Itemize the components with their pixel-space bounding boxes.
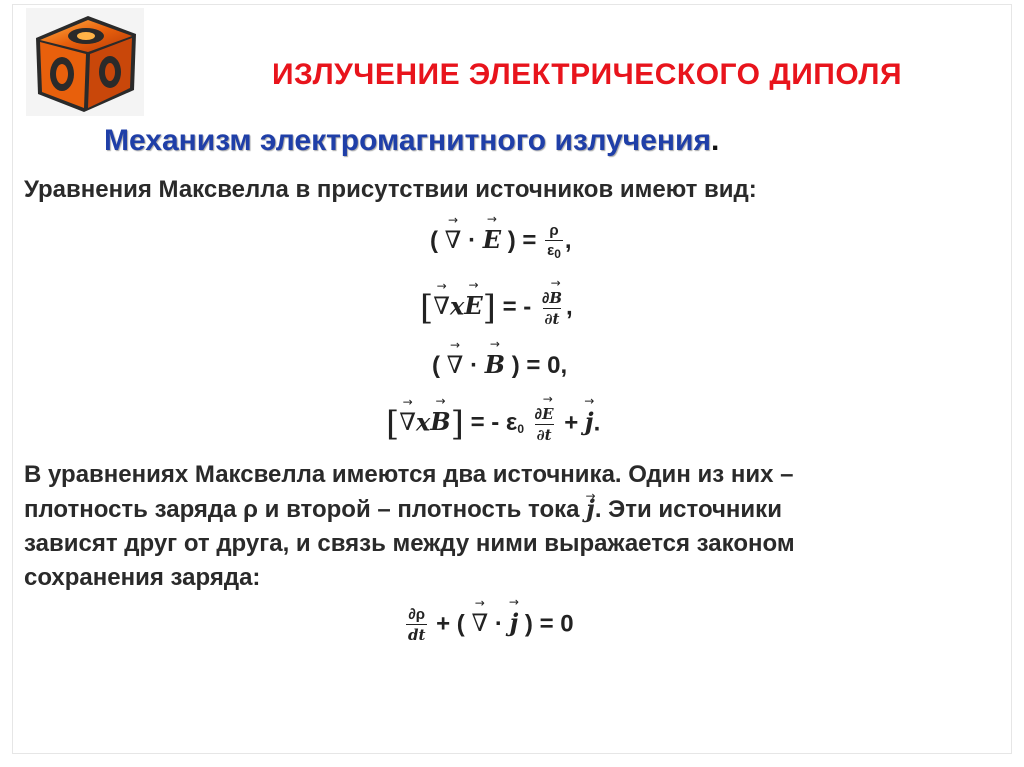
- electric-field-symbol: → E: [483, 225, 501, 254]
- paren-open: (: [432, 352, 440, 379]
- partial-symbol: ∂: [534, 405, 543, 423]
- nabla-symbol: → ∇: [445, 226, 462, 254]
- plus-paren-open: + (: [436, 610, 465, 638]
- equals-sign: =: [522, 226, 537, 254]
- partial-symbol: ∂: [541, 289, 550, 307]
- slide-subtitle: [104, 124, 719, 158]
- magnetic-field-symbol: → B: [430, 407, 450, 436]
- bracket-close: ]: [482, 288, 496, 328]
- fraction-numerator: [533, 405, 556, 424]
- bracket-open: [: [386, 404, 400, 444]
- dE-dt-fraction: [533, 405, 556, 444]
- current-density-symbol: → j: [585, 407, 594, 436]
- fraction-numerator: ∂ρ: [408, 606, 426, 623]
- dot-operator: ·: [470, 352, 479, 379]
- equals-minus-text: = - ε: [470, 409, 518, 437]
- paragraph-line: зависят друг от друга, и связь между ними выражается законом: [24, 530, 795, 557]
- epsilon-subscript: 0: [517, 422, 524, 437]
- dot-operator: ·: [494, 610, 503, 638]
- current-density-symbol: → j: [586, 492, 595, 526]
- magnetic-field-symbol: → B: [549, 289, 562, 307]
- paragraph-text: . Эти источники: [594, 496, 782, 523]
- bracket-close: ]: [450, 404, 464, 444]
- paren-close: ): [511, 352, 520, 379]
- paren-close: ): [507, 226, 516, 254]
- subtitle-text: Механизм электромагнитного излучения: [104, 124, 711, 157]
- rho-over-epsilon-fraction: [545, 222, 563, 261]
- equation-end: ,: [566, 293, 573, 321]
- cross-operator: x: [450, 291, 465, 321]
- slide-title: ИЗЛУЧЕНИЕ ЭЛЕКТРИЧЕСКОГО ДИПОЛЯ: [271, 58, 903, 91]
- equation-end: .: [593, 409, 601, 437]
- subtitle-period: .: [710, 124, 720, 157]
- dB-dt-fraction: [540, 289, 564, 328]
- electric-field-symbol: → E: [542, 405, 553, 423]
- equals-minus: = -: [502, 293, 532, 321]
- nabla-symbol: → ∇: [471, 609, 488, 637]
- faraday-law-equation: [420, 288, 573, 328]
- paragraph-line: сохранения заряда:: [24, 564, 261, 591]
- fraction-numerator: ρ: [549, 222, 559, 239]
- nabla-symbol: → ∇: [447, 351, 464, 379]
- fraction-denominator: ∂t: [544, 309, 560, 328]
- current-density-symbol: → j: [510, 608, 519, 637]
- sources-paragraph: [24, 458, 1014, 595]
- fraction-denominator: ∂t: [536, 425, 552, 444]
- electric-field-symbol: → E: [464, 291, 482, 320]
- paren-close-equals-zero: ) = 0: [524, 610, 574, 638]
- epsilon-symbol: ε: [547, 242, 555, 259]
- continuity-equation: [404, 606, 574, 644]
- fraction-denominator: [545, 240, 563, 261]
- bracket-open: [: [420, 288, 434, 328]
- equation-end: ,: [564, 226, 572, 254]
- magnetic-field-symbol: → B: [485, 350, 505, 379]
- fraction-denominator: dt: [408, 626, 426, 644]
- paragraph-text: плотность заряда ρ и второй – плотность тока: [24, 496, 587, 523]
- magnetic-gauss-equation: [432, 350, 567, 380]
- equals-minus-epsilon: [471, 409, 524, 436]
- paren-open: (: [430, 226, 438, 254]
- paragraph-line: В уравнениях Максвелла имеются два источника. Один из них –: [24, 461, 794, 488]
- epsilon-subscript: 0: [554, 247, 561, 261]
- nabla-symbol: → ∇: [399, 408, 416, 436]
- paragraph-line: [24, 492, 1014, 527]
- gauss-law-equation: [430, 222, 572, 261]
- fraction-numerator: [540, 289, 564, 308]
- plus-sign: +: [564, 409, 579, 437]
- drho-dt-fraction: [406, 606, 427, 644]
- ampere-law-equation: [386, 404, 600, 444]
- intro-text: Уравнения Максвелла в присутствии источников имеют вид:: [24, 176, 757, 203]
- nabla-symbol: → ∇: [433, 292, 450, 320]
- equals-zero: = 0,: [526, 352, 568, 379]
- cross-operator: x: [416, 407, 431, 437]
- dot-operator: ·: [468, 226, 477, 254]
